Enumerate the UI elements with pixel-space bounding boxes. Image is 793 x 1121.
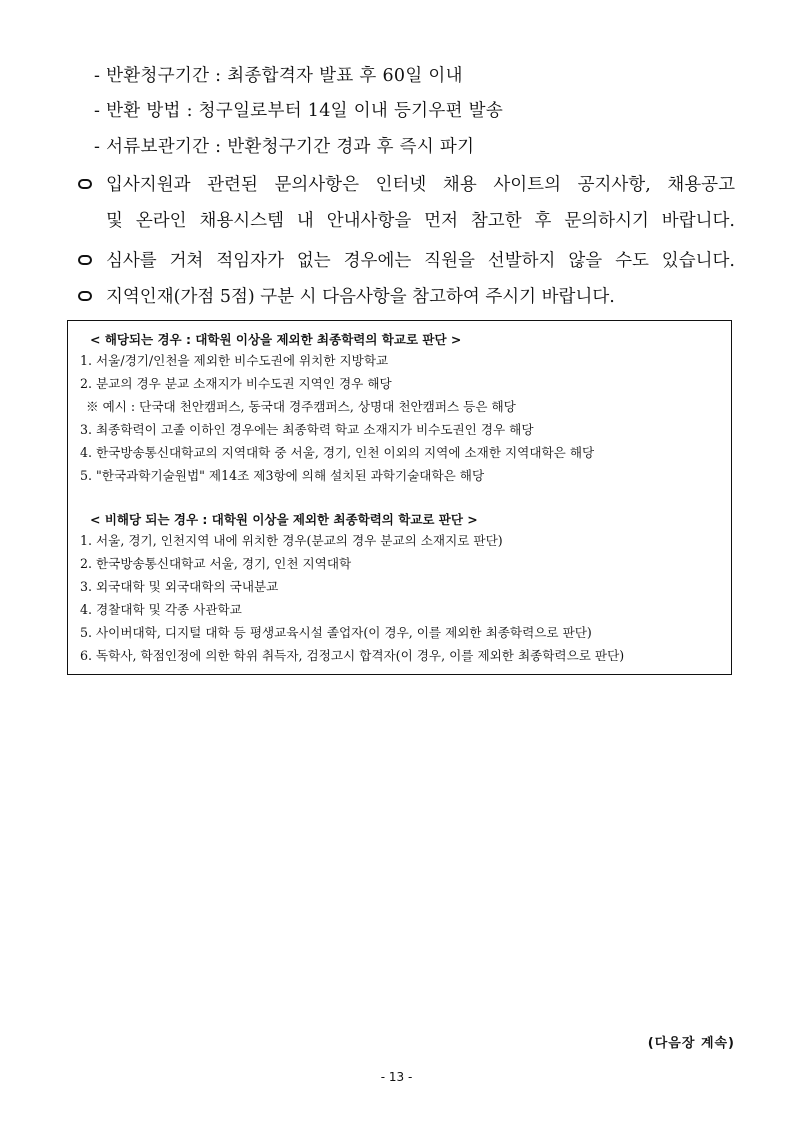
- applicable-example-note: ※ 예시 : 단국대 천안캠퍼스, 동국대 경주캠퍼스, 상명대 천안캠퍼스 등은 해당: [86, 399, 516, 414]
- bullet-local-talent: [78, 286, 735, 308]
- circle-bullet-icon: [78, 179, 92, 189]
- dash-item-retention-period: - 서류보관기간 : 반환청구기간 경과 후 즉시 파기: [94, 137, 475, 157]
- local-talent-criteria-box: [67, 320, 732, 675]
- not-applicable-item: 4. 경찰대학 및 각종 사관학교: [80, 602, 242, 617]
- not-applicable-item: 1. 서울, 경기, 인천지역 내에 위치한 경우(분교의 경우 분교의 소재지로 판단): [80, 533, 503, 548]
- bullet-no-candidate-text: 심사를 거쳐 적임자가 없는 경우에는 직원을 선발하지 않을 수도 있습니다.: [106, 251, 735, 271]
- applicable-item: 2. 분교의 경우 분교 소재지가 비수도권 지역인 경우 해당: [80, 376, 392, 391]
- page-number: - 13 -: [380, 1070, 413, 1084]
- continued-next-page-note: (다음장 계속): [647, 1036, 735, 1051]
- bullet-no-candidate: [78, 250, 735, 272]
- dash-item-return-method: - 반환 방법 : 청구일로부터 14일 이내 등기우편 발송: [94, 101, 504, 121]
- dash-item-return-period: - 반환청구기간 : 최종합격자 발표 후 60일 이내: [94, 66, 463, 86]
- applicable-item: 5. "한국과학기술원법" 제14조 제3항에 의해 설치된 과학기술대학은 해당: [80, 468, 485, 483]
- circle-bullet-icon: [78, 291, 92, 301]
- applicable-item: 4. 한국방송통신대학교의 지역대학 중 서울, 경기, 인천 이외의 지역에 소재한 지역대학은 해당: [80, 445, 595, 460]
- applicable-item: 3. 최종학력이 고졸 이하인 경우에는 최종학력 학교 소재지가 비수도권인 경우 해당: [80, 422, 534, 437]
- bullet-inquiry-continuation: 및 온라인 채용시스템 내 안내사항을 먼저 참고한 후 문의하시기 바랍니다.: [106, 211, 735, 231]
- not-applicable-item: 3. 외국대학 및 외국대학의 국내분교: [80, 579, 279, 594]
- not-applicable-title: < 비해당 되는 경우 : 대학원 이상을 제외한 최종학력의 학교로 판단 >: [90, 512, 478, 527]
- bullet-inquiry: [78, 174, 735, 196]
- bullet-inquiry-text: 입사지원과 관련된 문의사항은 인터넷 채용 사이트의 공지사항, 채용공고: [106, 175, 735, 195]
- not-applicable-item: 5. 사이버대학, 디지털 대학 등 평생교육시설 졸업자(이 경우, 이를 제외한 최종학력으로 판단): [80, 625, 592, 640]
- circle-bullet-icon: [78, 255, 92, 265]
- bullet-local-talent-text: 지역인재(가점 5점) 구분 시 다음사항을 참고하여 주시기 바랍니다.: [106, 287, 615, 307]
- not-applicable-item: 2. 한국방송통신대학교 서울, 경기, 인천 지역대학: [80, 556, 352, 571]
- applicable-item: 1. 서울/경기/인천을 제외한 비수도권에 위치한 지방학교: [80, 353, 389, 368]
- applicable-title: < 해당되는 경우 : 대학원 이상을 제외한 최종학력의 학교로 판단 >: [90, 332, 462, 347]
- not-applicable-item: 6. 독학사, 학점인정에 의한 학위 취득자, 검정고시 합격자(이 경우, 이를 제외한 최종학력으로 판단): [80, 648, 625, 663]
